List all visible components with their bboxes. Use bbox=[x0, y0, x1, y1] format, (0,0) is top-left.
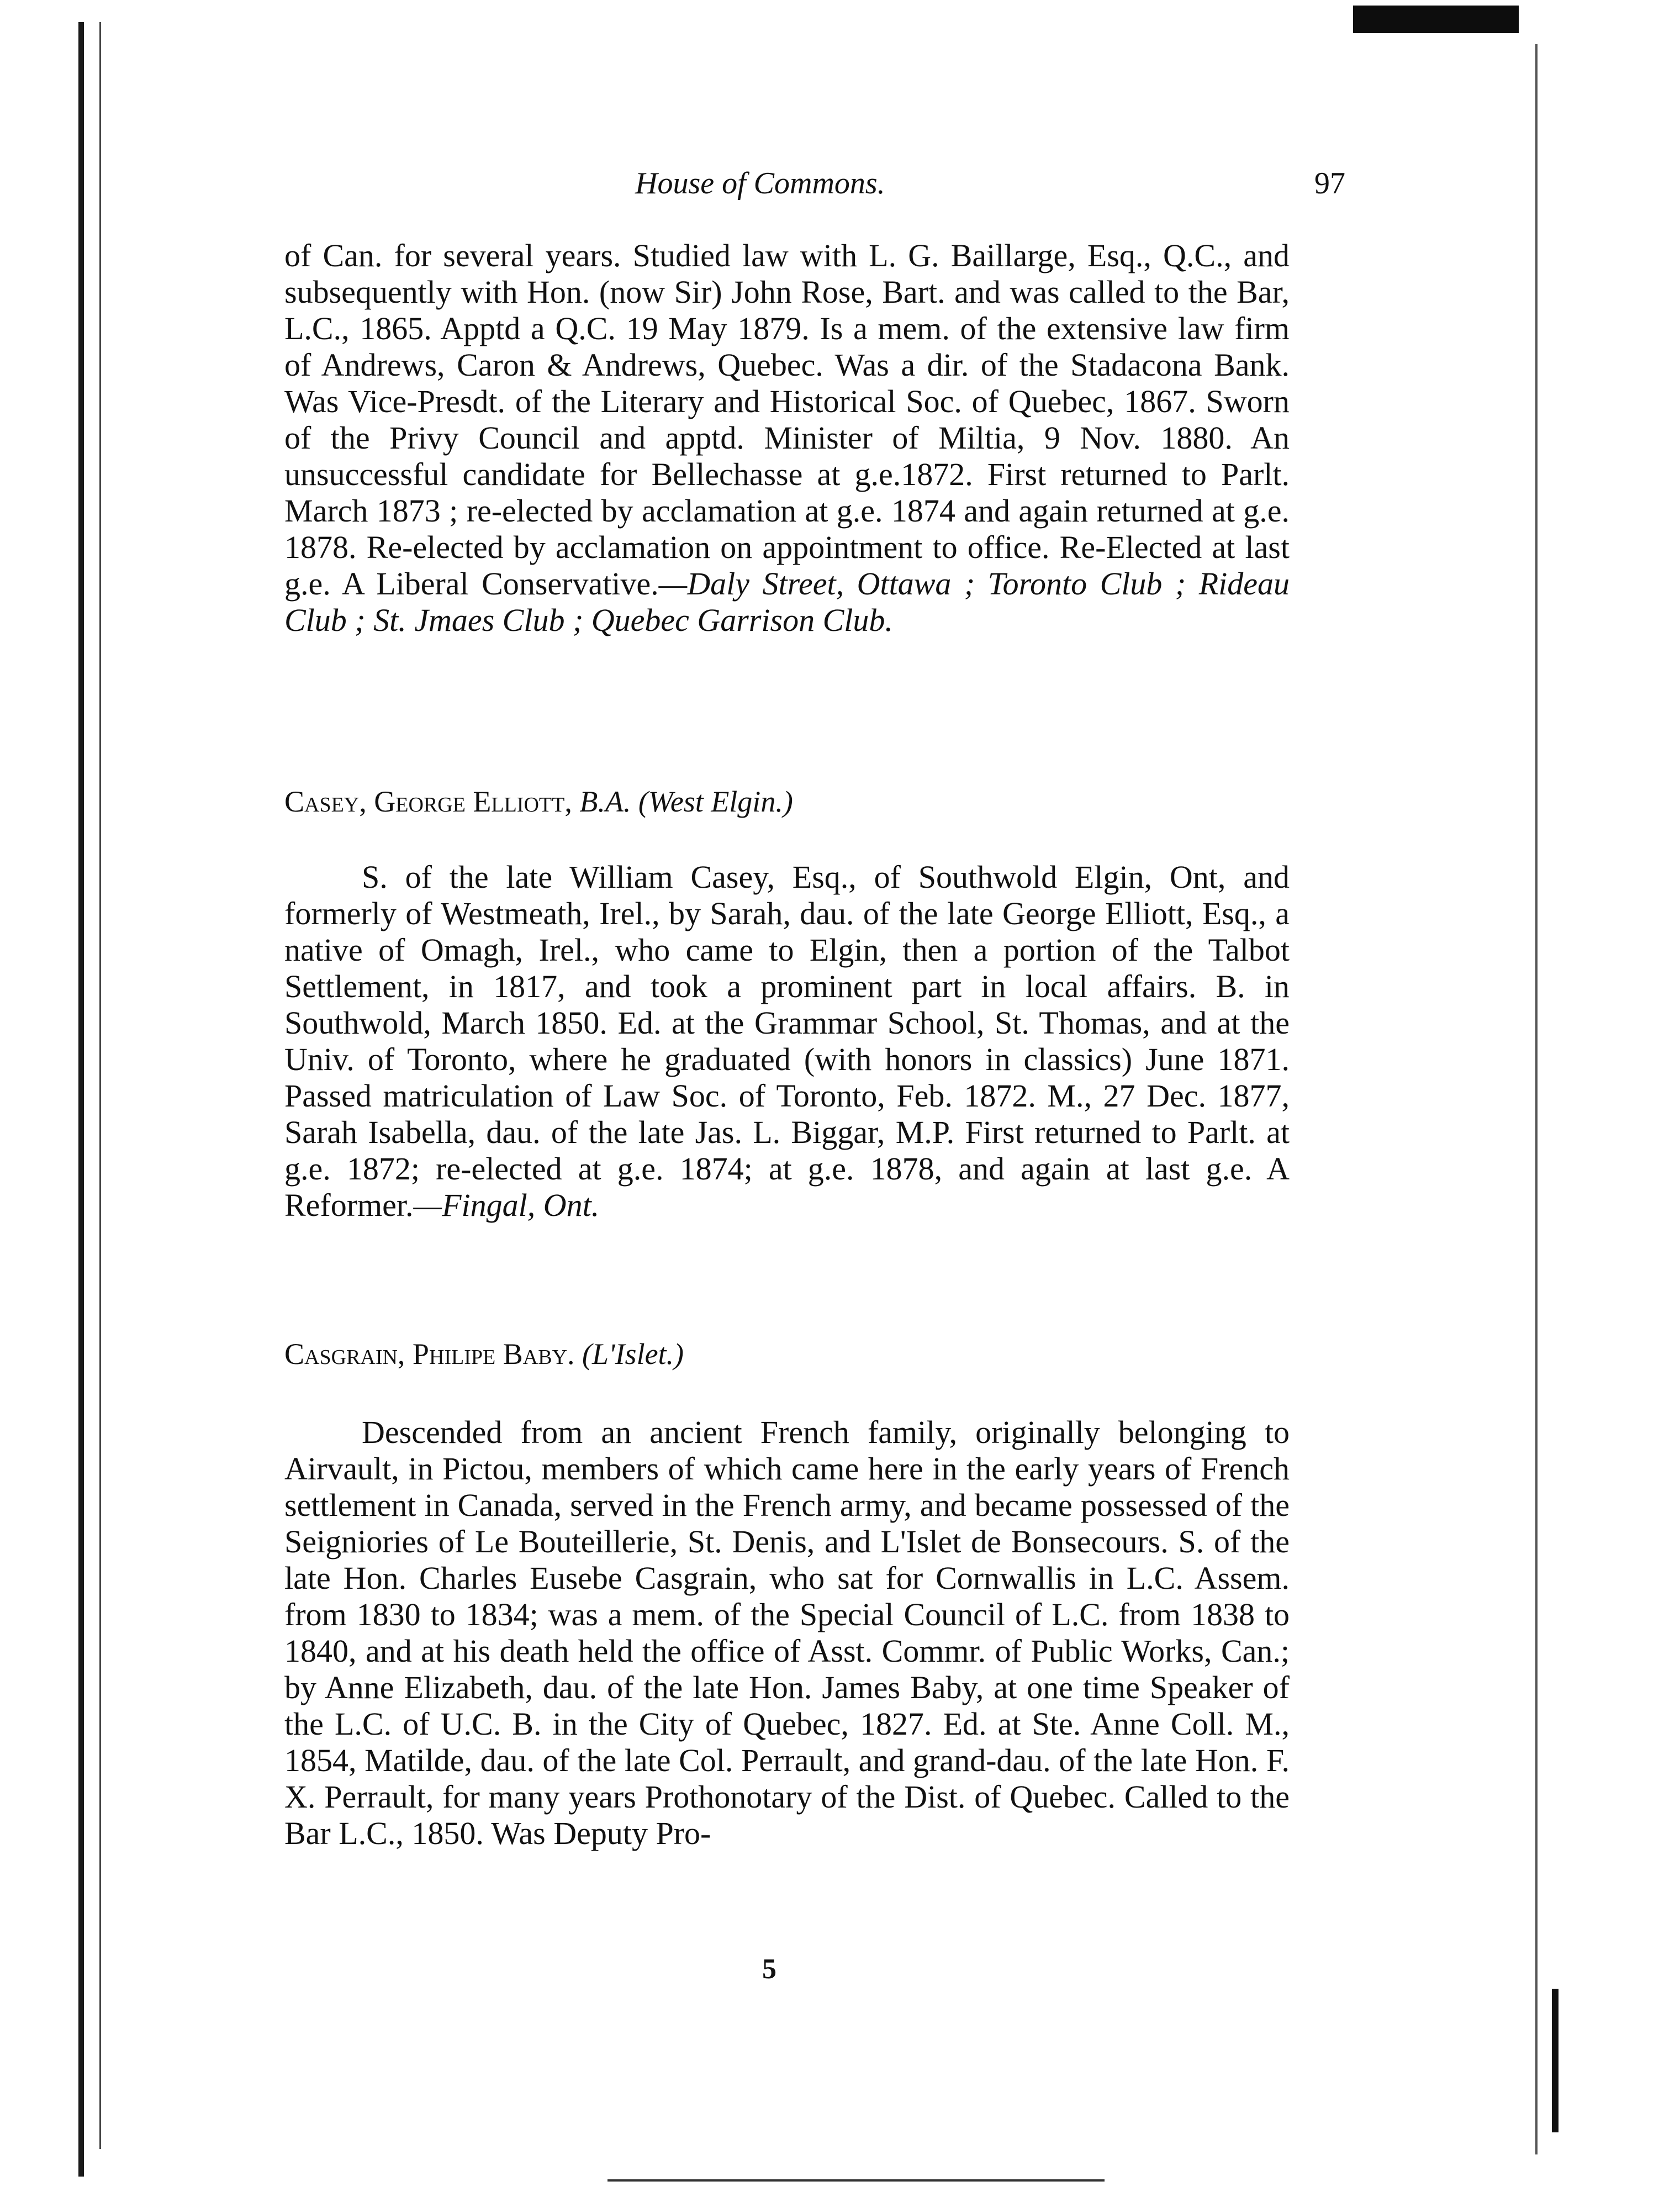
scan-artifact-left-line bbox=[99, 22, 101, 2149]
casgrain-riding: (L'Islet.) bbox=[582, 1337, 684, 1371]
scan-artifact-left-edge bbox=[78, 22, 84, 2177]
scan-artifact-bottom-line bbox=[607, 2179, 1105, 2182]
entry-continuation bbox=[284, 238, 1290, 639]
casey-degree: B.A. bbox=[579, 785, 631, 818]
entry-heading-casgrain bbox=[284, 1337, 684, 1371]
scan-artifact-right-edge bbox=[1535, 44, 1538, 2154]
casgrain-name: Casgrain, Philipe Baby. bbox=[284, 1337, 583, 1371]
casey-text: S. of the late William Casey, Esq., of Southwold Elgin, Ont, and formerly of Westmeath, Irel., by Sarah, dau. of the late George Elliott, Esq., a native of Omagh, Irel., who came to Elgin, then a portion of the Talbot Settlement, in 1817, and took a prominent part in local affairs. B. in Southwold, March 1850. Ed. at the Grammar School, St. Thomas, and at the Univ. of Toronto, where he graduated (with honors in classics) June 1871. Passed matriculation of Law Soc. of Toronto, Feb. 1872. M., 27 Dec. 1877, Sarah Isabella, dau. of the late Jas. L. Biggar, M.P. First returned to Parlt. at g.e. 1872; re-elected at g.e. 1874; at g.e. 1878, and again at last g.e. A Reformer. bbox=[284, 859, 1290, 1223]
casey-riding: (West Elgin.) bbox=[638, 785, 793, 818]
entry-continuation-text: of Can. for several years. Studied law with L. G. Baillarge, Esq., Q.C., and subsequently with Hon. (now Sir) John Rose, Bart. and was called to the Bar, L.C., 1865. Apptd a Q.C. 19 May 1879. Is a mem. of the extensive law firm of Andrews, Caron & Andrews, Quebec. Was a dir. of the Stadacona Bank. Was Vice-Presdt. of the Literary and Historical Soc. of Quebec, 1867. Sworn of the Privy Council and apptd. Minister of Miltia, 9 Nov. 1880. An unsuccessful candidate for Bellechasse at g.e.1872. First returned to Parlt. March 1873 ; re-elected by acclamation at g.e. 1874 and again returned at g.e. 1878. Re-elected by acclamation on appointment to office. Re-Elected at last g.e. A Liberal Conservative. bbox=[284, 238, 1290, 602]
casey-address: —Fingal, Ont. bbox=[413, 1187, 600, 1223]
running-head: House of Commons. bbox=[635, 166, 885, 201]
scan-artifact-right-mark bbox=[1552, 1989, 1559, 2132]
entry-continuation-addresses: —Daly Street, Ottawa ; Toronto Club ; Rideau Club ; St. Jmaes Club ; Quebec Garrison Club. bbox=[284, 566, 1290, 638]
signature-mark: 5 bbox=[762, 1953, 776, 1985]
entry-casgrain bbox=[284, 1414, 1290, 1852]
scan-artifact-top bbox=[1353, 6, 1519, 33]
casey-name: Casey, George Elliott, bbox=[284, 785, 580, 818]
entry-casey bbox=[284, 859, 1290, 1224]
casgrain-text: Descended from an ancient French family, originally belonging to Airvault, in Pictou, members of which came here in the early years of French settlement in Canada, served in the French army, and became possessed of the Seigniories of Le Bouteillerie, St. Denis, and L'Islet de Bonsecours. S. of the late Hon. Charles Eusebe Casgrain, who sat for Cornwallis in L.C. Assem. from 1830 to 1834; was a mem. of the Special Council of L.C. from 1838 to 1840, and at his death held the office of Asst. Commr. of Public Works, Can.; by Anne Elizabeth, dau. of the late Hon. James Baby, at one time Speaker of the L.C. of U.C. B. in the City of Quebec, 1827. Ed. at Ste. Anne Coll. M., 1854, Matilde, dau. of the late Col. Perrault, and grand-dau. of the late Hon. F. X. Perrault, for many years Prothonotary of the Dist. of Quebec. Called to the Bar L.C., 1850. Was Deputy Pro- bbox=[284, 1414, 1290, 1851]
entry-heading-casey bbox=[284, 784, 793, 819]
page-number: 97 bbox=[1314, 166, 1345, 201]
